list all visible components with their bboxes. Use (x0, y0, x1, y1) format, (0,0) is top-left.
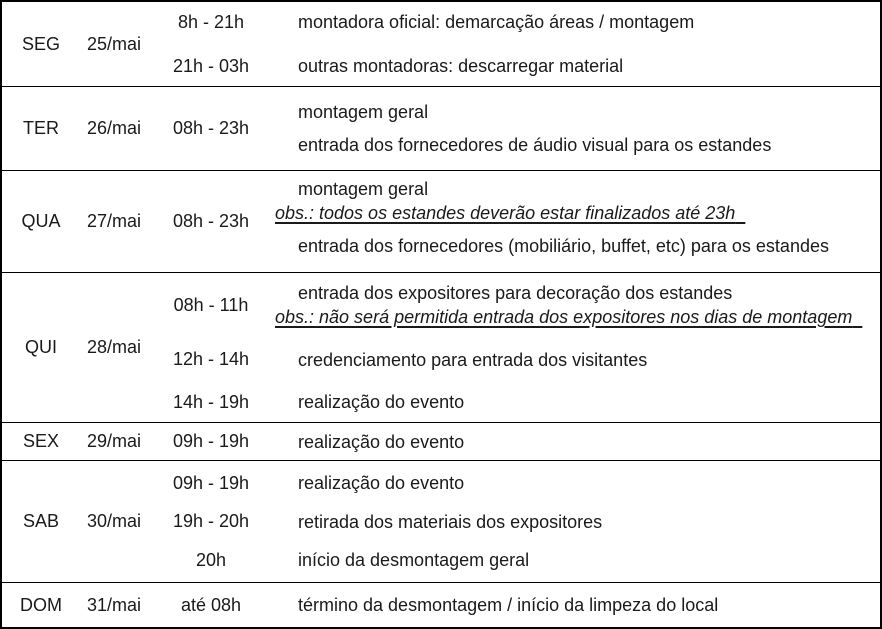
activity-text: entrada dos fornecedores de áudio visual para os estandes (298, 135, 772, 156)
table-row-sab (2, 460, 880, 582)
date-label: 26/mai (86, 118, 142, 138)
schedule-entry (148, 54, 880, 78)
activity-text: credenciamento para entrada dos visitantes (298, 349, 648, 370)
date-label: 29/mai (86, 431, 142, 451)
schedule-entry (148, 471, 880, 495)
day-label: TER (23, 118, 59, 138)
day-label: SEX (22, 431, 60, 451)
table-row-seg (2, 2, 880, 86)
day-label: QUI (24, 337, 57, 357)
activity-text: outras montadoras: descarregar material (298, 56, 624, 76)
schedule-entry (148, 548, 880, 572)
date-label: 30/mai (86, 511, 142, 531)
time-label: até 08h (180, 594, 242, 615)
activity-text: montagem geral (298, 101, 429, 122)
activity-text: montadora oficial: demarcação áreas / montagem (298, 12, 695, 32)
date-label: 27/mai (86, 211, 142, 231)
activity-text: retirada dos materiais dos expositores (298, 511, 603, 532)
day-label: DOM (20, 594, 62, 615)
activity-text: realização do evento (298, 392, 465, 412)
table-row-dom (2, 582, 880, 627)
schedule-entry (148, 10, 880, 34)
time-label: 8h - 21h (177, 11, 245, 32)
time-label: 20h (195, 549, 227, 570)
day-label: SEG (21, 33, 60, 54)
activity-text: início da desmontagem geral (298, 550, 530, 570)
time-label: 09h - 19h (172, 472, 250, 493)
activity-text: término da desmontagem / início da limpeza do local (298, 595, 719, 615)
date-label: 31/mai (86, 594, 142, 615)
table-row-ter (2, 86, 880, 170)
activity-text: realização do evento (298, 473, 465, 493)
day-label: SAB (22, 511, 60, 531)
time-label: 09h - 19h (172, 431, 250, 451)
date-label: 25/mai (86, 33, 142, 54)
day-label: QUA (21, 211, 61, 231)
time-label: 12h - 14h (172, 349, 250, 369)
time-label: 21h - 03h (172, 55, 250, 76)
table-row-qua (2, 170, 880, 272)
time-label: 08h - 11h (173, 294, 249, 315)
schedule-entry (148, 348, 880, 372)
activity-text: entrada dos expositores para decoração dos estandes (298, 283, 733, 303)
activity-text: montagem geral (298, 179, 429, 199)
date-label: 28/mai (86, 337, 142, 357)
obs-note: obs.: não será permitida entrada dos expositores nos dias de montagem (275, 307, 853, 327)
time-label: 08h - 23h (172, 118, 250, 138)
activity-text: entrada dos fornecedores (mobiliário, buffet, etc) para os estandes (298, 235, 829, 256)
activity-text: realização do evento (298, 431, 465, 452)
time-label: 19h - 20h (172, 511, 250, 531)
time-label: 14h - 19h (172, 391, 250, 412)
table-row-sex (2, 422, 880, 460)
time-label: 08h - 23h (172, 211, 250, 231)
schedule-entry (148, 510, 880, 534)
obs-note: obs.: todos os estandes deverão estar finalizados até 23h (275, 203, 736, 223)
table-row-qui (2, 272, 880, 422)
schedule-entry (148, 390, 880, 414)
schedule-entry (148, 281, 880, 329)
